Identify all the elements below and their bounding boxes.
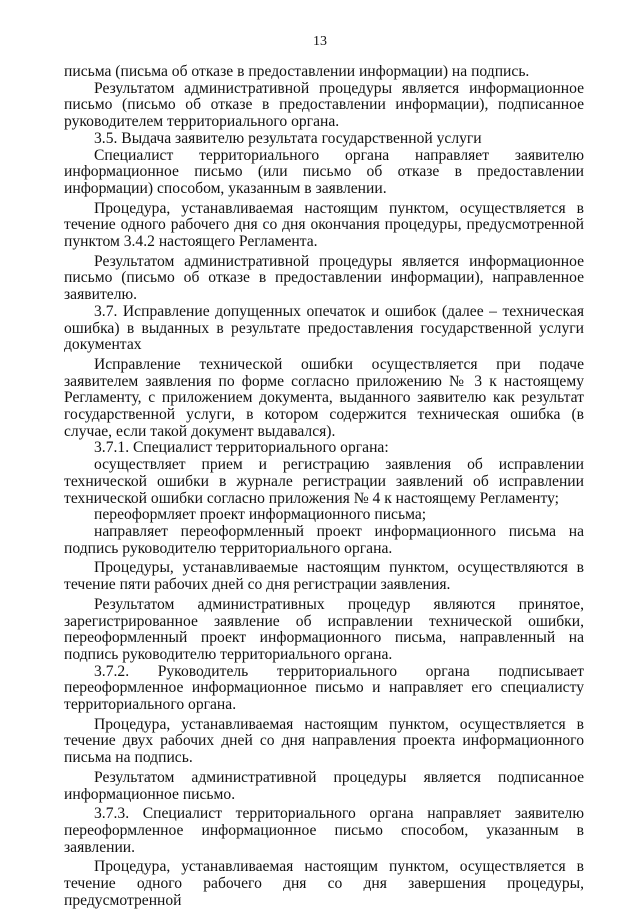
subsection-heading-3-7-3: 3.7.3. Специалист территориального органа направляет заявителю переоформленное информационное письмо способом, указанным в заявлении. bbox=[64, 805, 584, 856]
paragraph: направляет переоформленный проект информационного письма на подпись руководителю территориального органа. bbox=[64, 522, 584, 557]
paragraph: Процедура, устанавливаемая настоящим пунктом, осуществляется в течение одного рабочего дня со дня завершения процедуры, предусмотренной bbox=[64, 858, 584, 909]
paragraph: переоформляет проект информационного письма; bbox=[94, 506, 427, 524]
paragraph: Исправление технической ошибки осуществляется при подаче заявителем заявления по форме согласно приложению № 3 к настоящему Регламенту, с приложением документа, выданного заявителю как результат государственной услуги, в котором содержится техническая ошибка (в случае, если такой документ выдавался). bbox=[64, 355, 584, 440]
subsection-heading-3-7-2: 3.7.2. Руководитель территориального органа подписывает переоформленное информационное письмо и направляет его специалисту территориального органа. bbox=[64, 662, 584, 714]
paragraph: осуществляет прием и регистрацию заявления об исправлении технической ошибки в журнале регистрации заявлений об исправлении технической ошибки согласно приложения № 4 к настоящему Регламенту; bbox=[64, 456, 584, 507]
paragraph: Процедура, устанавливаемая настоящим пунктом, осуществляется в течение одного рабочего дня со дня окончания процедуры, предусмотренной пунктом 3.4.2 настоящего Регламента. bbox=[64, 199, 584, 251]
document-body bbox=[64, 64, 584, 909]
paragraph: Процедура, устанавливаемая настоящим пунктом, осуществляется в течение двух рабочих дней со дня направления проекта информационного письма на подпись. bbox=[64, 715, 584, 767]
paragraph: Процедуры, устанавливаемые настоящим пунктом, осуществляются в течение пяти рабочих дней со дня регистрации заявления. bbox=[64, 559, 584, 594]
section-heading-3-5: 3.5. Выдача заявителю результата государственной услуги bbox=[94, 129, 482, 147]
paragraph: Результатом административной процедуры является информационное письмо (письмо об отказе в предоставлении информации), подписанное руководителем территориального органа. bbox=[64, 79, 584, 131]
paragraph: Результатом административной процедуры является информационное письмо (письмо об отказе в предоставлении информации), направленное заявителю. bbox=[64, 252, 584, 304]
section-heading-3-7: 3.7. Исправление допущенных опечаток и ошибок (далее – техническая ошибка) в выданных в результате предоставления государственной услуги документах bbox=[64, 302, 584, 354]
subsection-heading-3-7-1: 3.7.1. Специалист территориального органа: bbox=[94, 439, 389, 457]
paragraph: Результатом административных процедур являются принятое, зарегистрированное заявление об исправлении технической ошибки, переоформленный проект информационного письма, направленный на подпись руководителю территориального органа. bbox=[64, 595, 584, 663]
page-number: 13 bbox=[313, 34, 327, 49]
paragraph: Специалист территориального органа направляет заявителю информационное письмо (или письмо об отказе в предоставлении информации) способом, указанным в заявлении. bbox=[64, 146, 584, 197]
paragraph: Результатом административной процедуры является подписанное информационное письмо. bbox=[64, 768, 584, 803]
paragraph-continuation: письма (письма об отказе в предоставлении информации) на подпись. bbox=[64, 63, 530, 80]
